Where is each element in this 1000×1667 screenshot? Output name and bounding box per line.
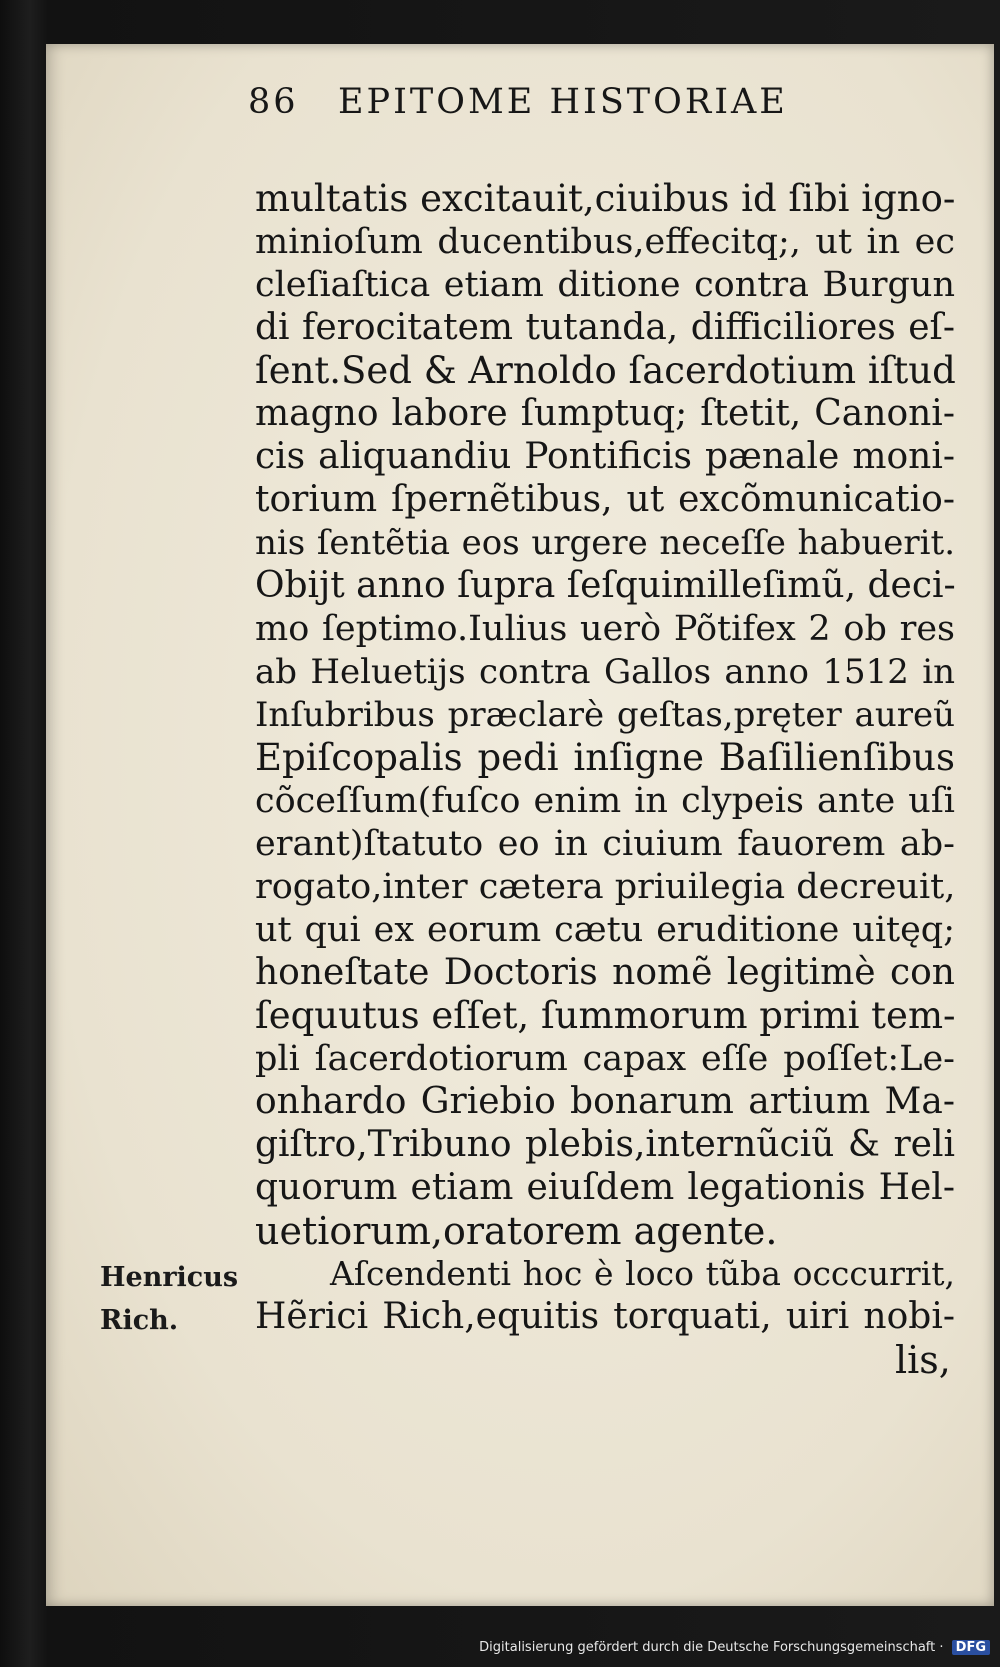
- text-line: uetiorum,oratorem agente.: [255, 1209, 778, 1253]
- text-line: ut qui ex eorum cætu eruditione uitęq;: [255, 910, 955, 950]
- digitization-footer: [0, 1640, 990, 1662]
- text-line: quorum etiam eiuſdem legationis Hel-: [255, 1167, 955, 1208]
- text-line: magno labore ſumptuq; ſtetit, Canoni-: [255, 393, 955, 434]
- text-line: ſent.Sed & Arnoldo ſacerdotium iſtud: [255, 349, 956, 392]
- footer-text: Digitalisierung gefördert durch die Deutsche Forschungsgemeinschaft ·: [479, 1640, 944, 1655]
- text-line: Hẽrici Rich,equitis torquati, uiri nobi-: [255, 1296, 955, 1337]
- page-number: 86: [248, 82, 299, 122]
- text-line: erant)ſtatuto eo in ciuium fauorem ab-: [255, 824, 955, 864]
- margin-note-line1: Henricus: [100, 1262, 239, 1293]
- text-line: cleſiaſtica etiam ditione contra Burgun: [255, 265, 955, 305]
- text-line: ſequutus eſſet, ſummorum primi tem-: [255, 994, 956, 1037]
- text-line: minioſum ducentibus,effecitq;, ut in ec: [255, 222, 955, 262]
- running-title: EPITOME HISTORIAE: [338, 82, 788, 122]
- text-line-catchword: lis,: [895, 1338, 951, 1382]
- text-line: Epiſcopalis pedi inſigne Baſilienſibus: [255, 736, 955, 779]
- text-line: rogato,inter cætera priuilegia decreuit,: [255, 867, 956, 907]
- margin-note-line2: Rich.: [100, 1305, 179, 1336]
- text-line: di ferocitatem tutanda, difficiliores eſ-: [255, 307, 955, 348]
- text-line: giſtro,Tribuno plebis,internũciũ & reli: [255, 1124, 955, 1165]
- text-line: cis aliquandiu Pontificis pænale moni-: [255, 436, 955, 477]
- text-line: ab Heluetijs contra Gallos anno 1512 in: [255, 652, 955, 692]
- text-line: mo ſeptimo.Iulius uerò Põtifex 2 ob res: [255, 609, 955, 649]
- text-line: cõceſſum(fuſco enim in clypeis ante uſi: [255, 781, 955, 821]
- text-line: nis ſentẽtia eos urgere neceſſe habuerit.: [255, 523, 955, 563]
- text-line: Inſubribus præclarè geſtas,pręter aureũ: [255, 695, 955, 735]
- dfg-logo: DFG: [952, 1640, 990, 1655]
- text-line: multatis excitauit,ciuibus id ſibi igno-: [255, 177, 956, 220]
- text-line: pli ſacerdotiorum capax eſſe poſſet:Le-: [255, 1039, 955, 1079]
- text-line-indented: Aſcendenti hoc è loco tũba occcurrit,: [330, 1254, 955, 1293]
- text-line: onhardo Griebio bonarum artium Ma-: [255, 1081, 955, 1122]
- text-line: honeſtate Doctoris nomẽ legitimè con: [255, 952, 955, 993]
- text-line: torium ſpernẽtibus, ut excõmunicatio-: [255, 479, 955, 520]
- text-line: Obijt anno ſupra ſeſquimilleſimũ, deci-: [255, 565, 956, 606]
- page-header: [248, 82, 848, 132]
